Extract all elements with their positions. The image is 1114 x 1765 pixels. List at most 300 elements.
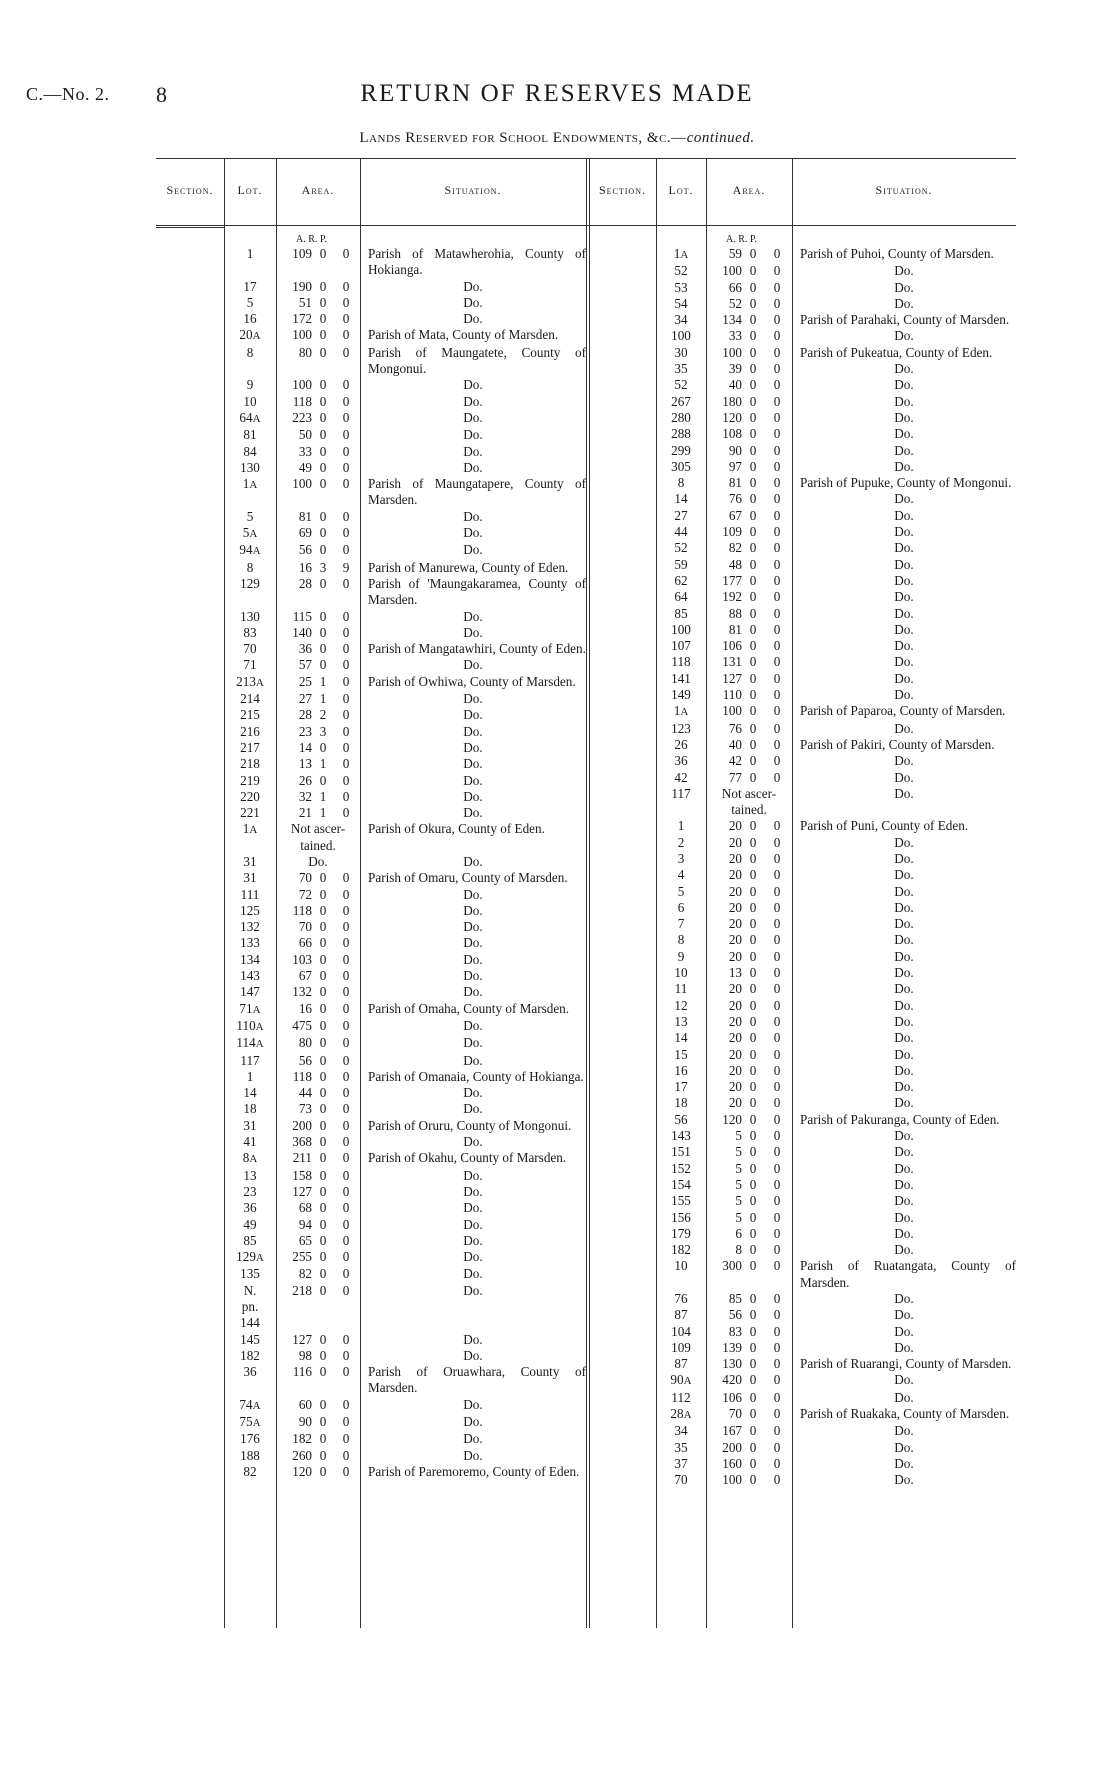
table-row: [656, 1423, 1016, 1439]
table-row: [656, 606, 1016, 622]
table-row: [224, 968, 586, 984]
lot-cell: 156: [671, 1209, 691, 1225]
table-row: [224, 525, 586, 542]
lot-cell: 151: [671, 1144, 691, 1160]
area-acres-cell: 182: [292, 1431, 312, 1447]
area-roods-cell: 0: [319, 575, 327, 591]
table-row: [656, 1456, 1016, 1472]
area-roods-cell: 0: [749, 703, 757, 719]
situation-cell: Do.: [463, 723, 483, 739]
situation-cell: Do.: [463, 902, 483, 918]
area-roods-cell: 0: [749, 263, 757, 279]
lot-cell: 1: [246, 246, 254, 261]
area-acres-cell: 67: [728, 507, 742, 523]
area-acres-cell: 211: [292, 1150, 312, 1166]
table-row: [656, 296, 1016, 312]
area-perches-cell: 0: [773, 1307, 781, 1323]
table-row: [224, 674, 586, 691]
area-roods-cell: 0: [749, 361, 757, 377]
table-row: [224, 1283, 586, 1332]
lot-cell: 85: [674, 605, 688, 621]
table-row: [224, 1249, 586, 1266]
lot-cell: 1: [677, 818, 685, 834]
area-roods-cell: 0: [319, 1068, 327, 1084]
area-roods-cell: 0: [319, 1052, 327, 1068]
area-roods-cell: 0: [749, 948, 757, 964]
table-row: [656, 1128, 1016, 1144]
table-row: [224, 1053, 586, 1069]
area-perches-cell: 0: [342, 1117, 350, 1133]
situation-cell: Do.: [463, 443, 483, 459]
situation-cell: Parish of Omaha, County of Marsden.: [368, 1000, 570, 1016]
table-row: [656, 1144, 1016, 1160]
area-perches-cell: 0: [773, 736, 781, 752]
area-roods-cell: 0: [749, 442, 757, 458]
area-units: A. R. P.: [726, 234, 757, 245]
lot-cell: 6: [677, 899, 685, 915]
area-perches-cell: 0: [773, 1339, 781, 1355]
situation-cell: Do.: [463, 1447, 483, 1463]
area-acres-cell: 160: [722, 1455, 742, 1471]
lot-cell: 215: [240, 707, 260, 723]
area-acres-cell: 20: [728, 883, 742, 899]
area-acres-cell: 475: [292, 1017, 312, 1033]
area-roods-cell: 0: [749, 507, 757, 523]
table-row: [656, 280, 1016, 296]
area-perches-cell: 0: [773, 638, 781, 654]
area-roods-cell: 1: [319, 788, 327, 804]
table-row: [656, 491, 1016, 507]
table-row: [656, 671, 1016, 687]
area-roods-cell: 0: [319, 508, 327, 524]
table-row: [656, 867, 1016, 883]
area-roods-cell: 0: [319, 1183, 327, 1199]
table-row: [656, 573, 1016, 589]
table-row: [656, 638, 1016, 654]
table-row: [224, 740, 586, 756]
lot-cell: 147: [240, 984, 260, 1000]
area-perches-cell: 0: [773, 426, 781, 442]
lot-cell: 280: [671, 409, 691, 425]
area-acres-cell: 28: [298, 575, 312, 591]
area-acres-cell: 76: [728, 720, 742, 736]
area-acres-cell: 100: [722, 263, 742, 279]
area-roods-cell: 0: [749, 393, 757, 409]
area-perches-cell: 0: [342, 1431, 350, 1447]
area-roods-cell: 0: [749, 1176, 757, 1192]
situation-cell: Do.: [894, 507, 914, 523]
area-perches-cell: 0: [342, 1364, 350, 1380]
area-roods-cell: 0: [749, 654, 757, 670]
area-roods-cell: 0: [749, 1062, 757, 1078]
area-roods-cell: 0: [749, 605, 757, 621]
lot-cell: 176: [240, 1431, 260, 1447]
area-acres-cell: 118: [292, 902, 312, 918]
situation-cell: Parish of Mangatawhiri, County of Eden.: [368, 641, 586, 657]
table-row: [656, 1112, 1016, 1128]
area-perches-cell: 0: [342, 1101, 350, 1117]
area-perches-cell: 0: [773, 1209, 781, 1225]
situation-cell: Do.: [894, 1144, 914, 1160]
situation-cell: Do.: [894, 1472, 914, 1488]
lot-cell: 64: [674, 589, 688, 605]
area-perches-cell: 0: [342, 673, 350, 689]
lot-cell: 218: [240, 756, 260, 772]
table-row: [224, 641, 586, 657]
lot-cell: 12: [674, 997, 688, 1013]
area-acres-cell: 56: [298, 1052, 312, 1068]
area-acres-cell: 32: [298, 788, 312, 804]
area-perches-cell: 0: [773, 507, 781, 523]
situation-cell: Do.: [894, 1013, 914, 1029]
area-acres-cell: 131: [722, 654, 742, 670]
area-roods-cell: 0: [749, 409, 757, 425]
area-roods-cell: 0: [749, 670, 757, 686]
area-acres-cell: 97: [728, 458, 742, 474]
area-acres-cell: 180: [722, 393, 742, 409]
lot-cell: 219: [240, 772, 260, 788]
situation-cell: Do.: [894, 1193, 914, 1209]
area-perches-cell: 0: [342, 1167, 350, 1183]
situation-cell: Do.: [463, 1017, 483, 1033]
table-row: [224, 542, 586, 559]
area-acres-cell: 20: [728, 932, 742, 948]
area-roods-cell: 0: [319, 1017, 327, 1033]
lot-cell: 10: [674, 965, 688, 981]
situation-cell: Do.: [463, 1052, 483, 1068]
area-perches-cell: 0: [773, 442, 781, 458]
situation-cell: Do.: [894, 932, 914, 948]
situation-cell: Do.: [894, 1455, 914, 1471]
lot-cell: 85: [243, 1232, 257, 1248]
area-acres-cell: 167: [722, 1423, 742, 1439]
table-row: [224, 444, 586, 460]
lot-cell: 83: [243, 624, 257, 640]
area-roods-cell: 2: [319, 707, 327, 723]
situation-cell: Do.: [894, 965, 914, 981]
situation-cell: Do.: [463, 772, 483, 788]
situation-cell: Do.: [894, 948, 914, 964]
situation-cell: Do.: [894, 687, 914, 703]
table-row: [656, 753, 1016, 769]
area-acres-cell: 192: [722, 589, 742, 605]
situation-cell: Do.: [894, 1389, 914, 1405]
area-roods-cell: 0: [749, 850, 757, 866]
lot-cell: 26: [674, 736, 688, 752]
situation-cell: Do.: [463, 1167, 483, 1183]
situation-cell: Parish of Maungatapere, County of Marsden.: [368, 476, 586, 508]
area-perches-cell: 0: [773, 1030, 781, 1046]
situation-cell: Do.: [894, 1046, 914, 1062]
area-perches-cell: 0: [773, 850, 781, 866]
situation-cell: Do.: [463, 853, 483, 869]
area-perches-cell: 0: [773, 916, 781, 932]
area-roods-cell: 0: [749, 1209, 757, 1225]
table-row: [224, 1018, 586, 1035]
area-perches-cell: 0: [342, 624, 350, 640]
area-perches-cell: 0: [773, 1193, 781, 1209]
area-acres-cell: 81: [728, 621, 742, 637]
table-row: [656, 721, 1016, 737]
situation-cell: Do.: [463, 657, 483, 673]
area-acres-cell: 42: [728, 753, 742, 769]
area-acres-cell: 81: [298, 508, 312, 524]
area-roods-cell: 0: [319, 919, 327, 935]
situation-cell: Do.: [894, 654, 914, 670]
area-perches-cell: 0: [773, 279, 781, 295]
lot-cell: 141: [671, 670, 691, 686]
situation-cell: Parish of Omanaia, County of Hokianga.: [368, 1068, 584, 1084]
area-perches-cell: 0: [773, 263, 781, 279]
lot-cell: 100: [671, 621, 691, 637]
lot-cell: 107: [671, 638, 691, 654]
table-row: [656, 1324, 1016, 1340]
situation-cell: Do.: [894, 1030, 914, 1046]
situation-cell: Do.: [463, 1249, 483, 1265]
area-acres-cell: 20: [728, 1013, 742, 1029]
area-roods-cell: 0: [319, 886, 327, 902]
area-roods-cell: 3: [319, 559, 327, 575]
table-row: [224, 1069, 586, 1085]
area-perches-cell: 0: [342, 311, 350, 327]
situation-cell: Do.: [894, 834, 914, 850]
lot-cell: 123: [671, 720, 691, 736]
col-head-situation: Situation.: [444, 183, 502, 197]
area-roods-cell: 0: [749, 1095, 757, 1111]
area-perches-cell: 0: [342, 951, 350, 967]
lot-cell: 100: [671, 328, 691, 344]
lot-cell: 8A: [242, 1150, 258, 1166]
area-roods-cell: 0: [319, 1447, 327, 1463]
lot-line: N.: [243, 1282, 257, 1298]
area-acres-cell: 5: [735, 1144, 742, 1160]
area-perches-cell: 0: [342, 641, 350, 657]
situation-cell: Parish of Mata, County of Marsden.: [368, 327, 559, 343]
table-row: [656, 1390, 1016, 1406]
lot-cell: 110A: [236, 1017, 264, 1033]
area-perches-cell: 0: [342, 772, 350, 788]
lot-cell: 129A: [236, 1249, 264, 1265]
lot-cell: 133: [240, 935, 260, 951]
area-acres-cell: 51: [298, 294, 312, 310]
lot-cell: 182: [671, 1242, 691, 1258]
situation-cell: Do.: [894, 1323, 914, 1339]
area-roods-cell: 0: [319, 278, 327, 294]
area-roods-cell: 0: [749, 1144, 757, 1160]
situation-cell: Parish of Parahaki, County of Marsden.: [800, 312, 1010, 328]
area-roods-cell: 0: [319, 951, 327, 967]
area-perches-cell: 0: [773, 1046, 781, 1062]
area-roods-cell: 0: [749, 932, 757, 948]
area-acres-cell: 158: [292, 1167, 312, 1183]
table-row: [224, 1150, 586, 1167]
table-subtitle: [0, 130, 1114, 147]
area-perches-cell: 0: [342, 393, 350, 409]
col-head-area: Area.: [301, 183, 335, 197]
area-perches-cell: 0: [342, 805, 350, 821]
area-roods-cell: 0: [749, 753, 757, 769]
area-roods-cell: 0: [749, 1111, 757, 1127]
situation-cell: Do.: [894, 769, 914, 785]
area-roods-cell: 0: [319, 1396, 327, 1412]
area-roods-cell: 0: [319, 311, 327, 327]
situation-cell: Do.: [894, 1128, 914, 1144]
situation-cell: Do.: [894, 1439, 914, 1455]
situation-cell: Do.: [894, 442, 914, 458]
lot-cell: 179: [671, 1225, 691, 1241]
area-perches-cell: 0: [342, 788, 350, 804]
area-roods-cell: 0: [749, 524, 757, 540]
area-roods-cell: 0: [749, 997, 757, 1013]
table-row: [224, 1348, 586, 1364]
subtitle-main: Lands Reserved for School Endowments, &c.—: [359, 130, 687, 146]
lot-cell: 10: [674, 1258, 688, 1274]
situation-cell: Do.: [463, 951, 483, 967]
area-perches-cell: 0: [773, 1323, 781, 1339]
table-row: [656, 1307, 1016, 1323]
area-acres-cell: 36: [298, 641, 312, 657]
table-row: [224, 773, 586, 789]
table-row: [656, 1472, 1016, 1488]
area-acres-cell: 14: [298, 739, 312, 755]
area-roods-cell: 0: [749, 312, 757, 328]
area-roods-cell: 0: [749, 1307, 757, 1323]
lot-cell: 8: [246, 559, 254, 575]
table-row: [224, 691, 586, 707]
situation-cell: Parish of Paremoremo, County of Eden.: [368, 1463, 580, 1479]
situation-cell: Do.: [894, 458, 914, 474]
table-row: [656, 998, 1016, 1014]
area-acres-cell: 65: [298, 1232, 312, 1248]
area-perches-cell: 0: [773, 867, 781, 883]
area-acres-cell: 80: [298, 344, 312, 360]
area-acres-cell: 106: [722, 638, 742, 654]
situation-cell: Do.: [463, 805, 483, 821]
table-row: [224, 560, 586, 576]
area-roods-cell: 0: [319, 968, 327, 984]
area-acres-cell: 26: [298, 772, 312, 788]
area-roods-cell: 0: [319, 1364, 327, 1380]
table-row: [224, 1101, 586, 1117]
lot-cell: 94A: [239, 542, 261, 558]
situation-cell: Do.: [894, 1291, 914, 1306]
area-perches-cell: 0: [773, 589, 781, 605]
situation-cell: Do.: [463, 1101, 483, 1117]
area-roods-cell: 0: [749, 899, 757, 915]
table-row: [224, 327, 586, 344]
area-perches-cell: 0: [773, 981, 781, 997]
table-row: [224, 394, 586, 410]
situation-cell: Do.: [894, 1372, 914, 1388]
area-acres-cell: 98: [298, 1347, 312, 1363]
area-acres-cell: 81: [728, 475, 742, 491]
lot-cell: 15: [674, 1046, 688, 1062]
lot-cell: 118: [671, 654, 691, 670]
table-row: [656, 1030, 1016, 1046]
area-perches-cell: 0: [773, 572, 781, 588]
situation-cell: Do.: [463, 1331, 483, 1347]
situation-cell: Do.: [894, 720, 914, 736]
situation-cell: Parish of Ruatangata, County of Marsden.: [800, 1258, 1016, 1290]
area-acres-cell: 223: [292, 409, 312, 425]
lot-cell: 10: [243, 393, 257, 409]
situation-cell: Do.: [463, 1183, 483, 1199]
area-perches-cell: 0: [342, 919, 350, 935]
table-row: [656, 443, 1016, 459]
area-perches-cell: 0: [342, 608, 350, 624]
table-row: [656, 1340, 1016, 1356]
table-row: [656, 965, 1016, 981]
table-row: [656, 524, 1016, 540]
situation-cell: Do.: [463, 1085, 483, 1101]
area-acres-cell: 127: [292, 1183, 312, 1199]
area-perches-cell: 0: [342, 1232, 350, 1248]
lot-cell: 132: [240, 919, 260, 935]
situation-cell: Do.: [894, 1209, 914, 1225]
table-row: [656, 981, 1016, 997]
area-perches-cell: 0: [342, 1331, 350, 1347]
table-row: [224, 952, 586, 968]
area-acres-cell: 77: [728, 769, 742, 785]
area-perches-cell: 0: [773, 965, 781, 981]
area-acres-cell: 118: [292, 1068, 312, 1084]
area-acres-cell: 116: [292, 1364, 312, 1380]
situation-cell: Parish of Ruakaka, County of Marsden.: [800, 1406, 1010, 1422]
situation-cell: Parish of Ruarangi, County of Marsden.: [800, 1356, 1012, 1372]
table-row: [224, 1118, 586, 1134]
area-roods-cell: 0: [749, 1372, 757, 1388]
lot-cell: 16: [674, 1062, 688, 1078]
area-perches-cell: 0: [773, 703, 781, 719]
lot-cell: 149: [671, 687, 691, 703]
situation-cell: Do.: [894, 589, 914, 605]
lot-cell: 5: [246, 294, 254, 310]
area-acres-cell: 90: [298, 1414, 312, 1430]
area-perches-cell: 0: [773, 1013, 781, 1029]
table-row: [224, 625, 586, 641]
table-row: [224, 789, 586, 805]
area-roods-cell: 0: [319, 870, 327, 886]
area-roods-cell: 0: [749, 769, 757, 785]
area-acres-cell: 44: [298, 1085, 312, 1101]
lot-cell: 1A: [242, 476, 258, 492]
lot-line: pn.: [241, 1299, 259, 1314]
table-row: [656, 589, 1016, 605]
area-acres-cell: 5: [735, 1176, 742, 1192]
situation-cell: Do.: [894, 753, 914, 769]
lot-cell: 52: [674, 263, 688, 279]
area-roods-cell: 0: [749, 1193, 757, 1209]
area-acres-cell: 100: [292, 327, 312, 343]
area-perches-cell: 0: [342, 1266, 350, 1282]
lot-cell: 216: [240, 723, 260, 739]
situation-cell: Parish of Oruawhara, County of Marsden.: [368, 1364, 586, 1396]
area-acres-cell: 52: [728, 295, 742, 311]
area-acres-cell: 134: [722, 312, 742, 328]
area-acres-cell: 368: [292, 1134, 312, 1150]
area-acres-cell: 132: [292, 984, 312, 1000]
page-ref: C.—No. 2.: [26, 84, 110, 104]
table-row: [656, 770, 1016, 786]
area-roods-cell: 0: [319, 542, 327, 558]
area-roods-cell: 1: [319, 805, 327, 821]
area-roods-cell: 0: [319, 1150, 327, 1166]
area-perches-cell: 0: [773, 997, 781, 1013]
lot-cell: 17: [243, 278, 257, 294]
lot-cell: 135: [240, 1266, 260, 1282]
area-perches-cell: 0: [342, 886, 350, 902]
lot-cell: 81: [243, 427, 257, 443]
